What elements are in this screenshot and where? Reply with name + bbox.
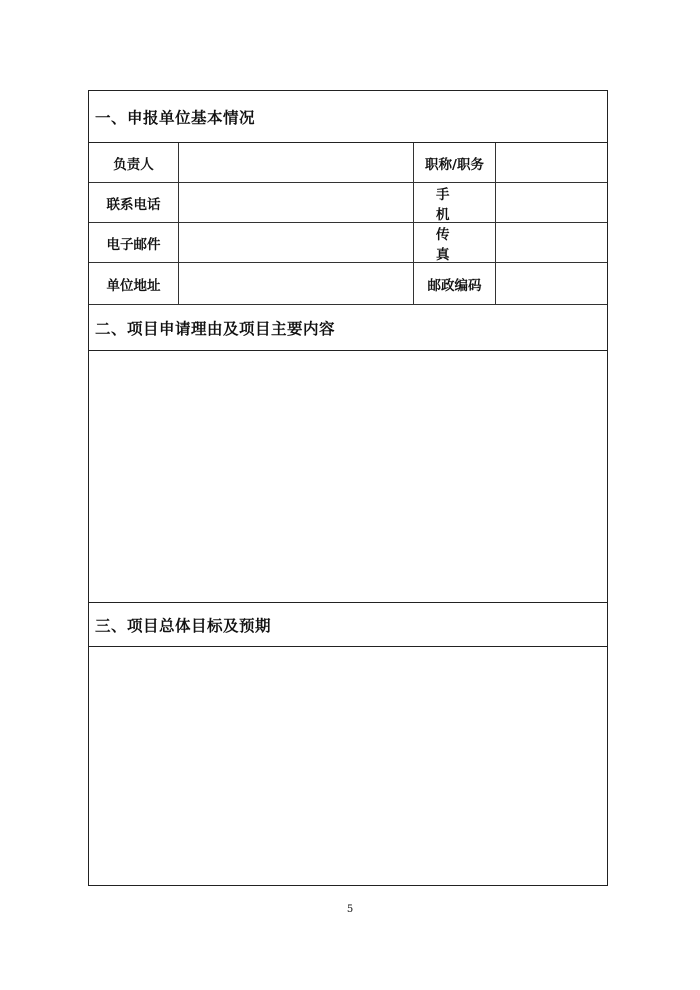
section-2-content-area[interactable] [89,351,607,603]
form-row-email [89,223,607,263]
label-fax-text: 传真 [436,226,472,263]
form-row-phone [89,183,607,223]
label-email: 电子邮件 [89,223,179,262]
section-1-title: 一、申报单位基本情况 [95,108,256,127]
label-leader: 负责人 [89,143,179,182]
form-row-leader [89,143,607,183]
application-form-table [88,90,608,886]
section-3-title: 三、项目总体目标及预期 [95,616,272,635]
fax-field[interactable] [496,223,607,262]
label-phone: 联系电话 [89,183,179,222]
label-mobile-text: 手机 [436,186,472,223]
section-1-heading [89,91,607,143]
label-postcode: 邮政编码 [414,263,496,304]
postcode-field[interactable] [496,263,607,304]
section-3-heading [89,603,607,647]
label-fax [414,223,496,262]
page-number: 5 [346,904,354,915]
title-position-field[interactable] [496,143,607,182]
leader-field[interactable] [179,143,414,182]
email-field[interactable] [179,223,414,262]
label-address: 单位地址 [89,263,179,304]
mobile-field[interactable] [496,183,607,222]
label-title-position: 职称/职务 [414,143,496,182]
section-2-title: 二、项目申请理由及项目主要内容 [95,319,336,338]
phone-field[interactable] [179,183,414,222]
form-row-address [89,263,607,305]
label-mobile [414,183,496,222]
address-field[interactable] [179,263,414,304]
section-3-content-area[interactable] [89,647,607,884]
section-2-heading [89,305,607,351]
